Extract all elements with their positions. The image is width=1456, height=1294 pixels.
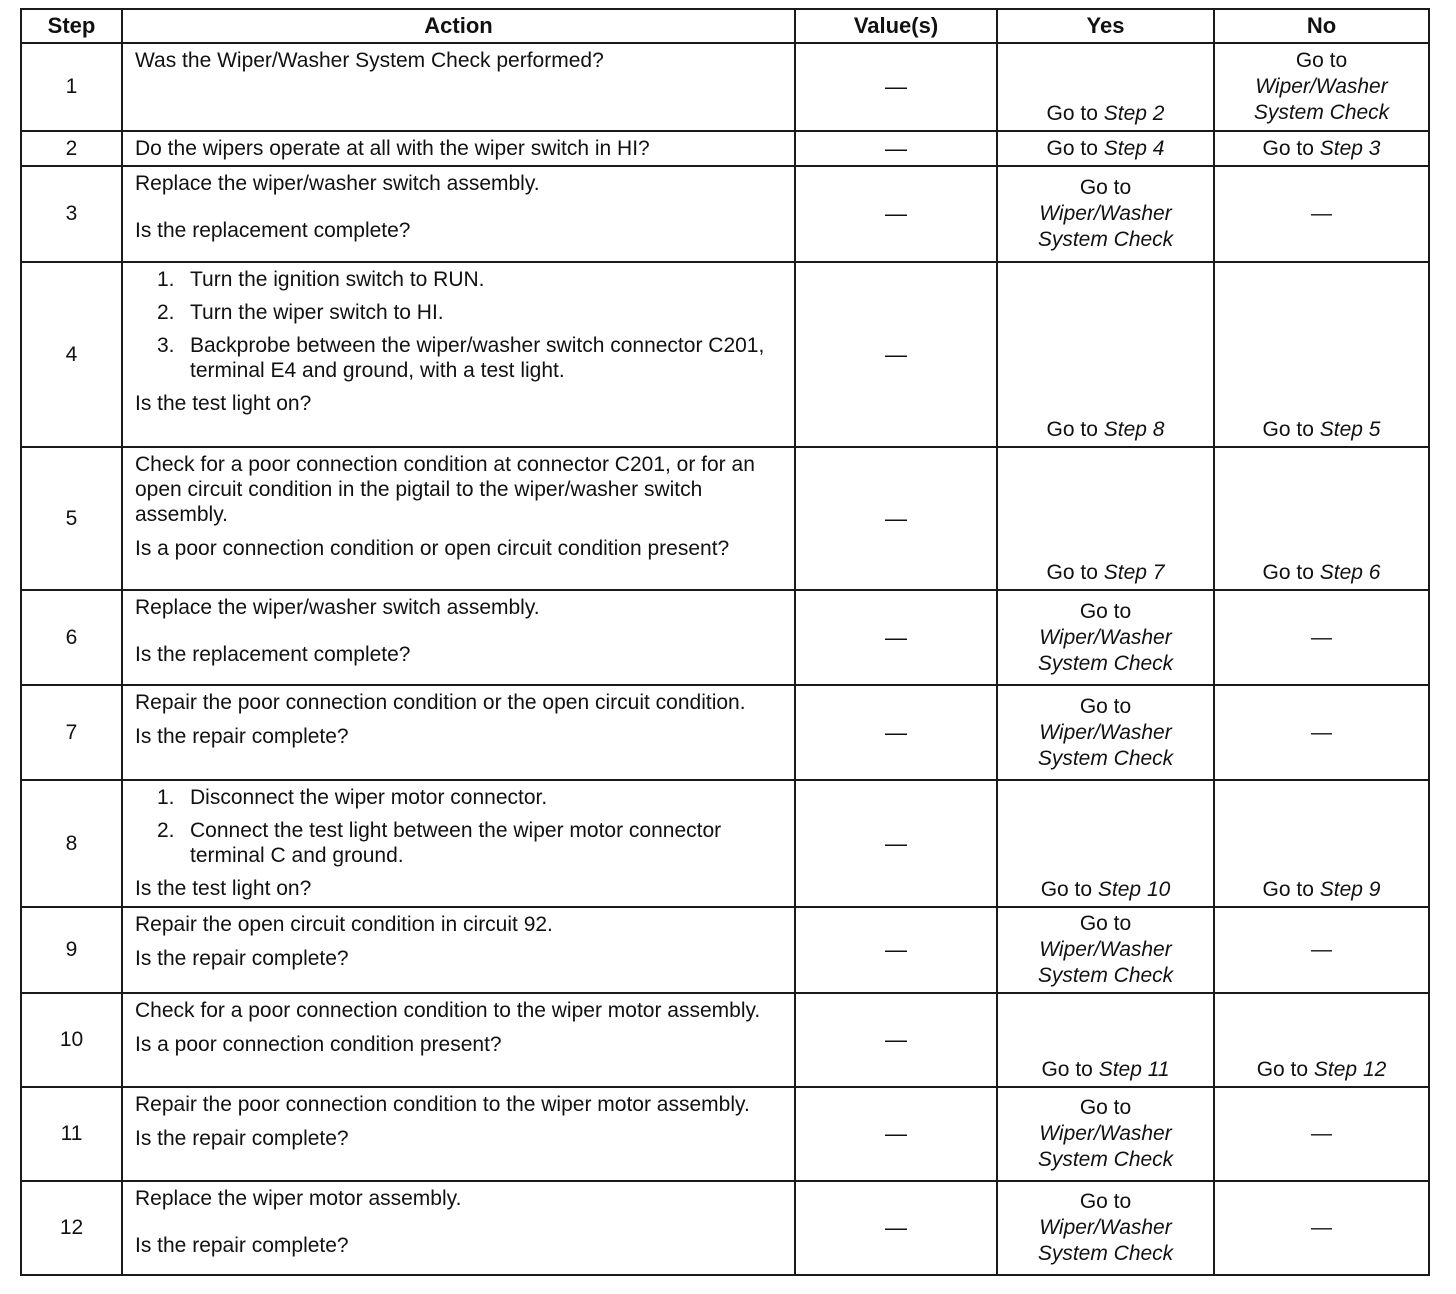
goto-text: Go to	[1046, 561, 1098, 584]
system-check-link-b: System Check	[1253, 101, 1390, 124]
action-text: Check for a poor connection condition to the wiper motor assembly.	[135, 999, 761, 1022]
yes-cell	[997, 907, 1214, 993]
goto-text: Go to	[1262, 561, 1314, 584]
no-cell	[1214, 131, 1429, 166]
table-row	[21, 993, 1429, 1087]
action-text: Repair the poor connection condition to the wiper motor assembly.	[135, 1093, 750, 1116]
action-question: Is the repair complete?	[135, 947, 349, 970]
no-cell	[1214, 447, 1429, 590]
no-cell	[1214, 993, 1429, 1087]
value-cell: —	[795, 780, 997, 907]
action-question: Is the repair complete?	[135, 1234, 349, 1257]
list-item: 2. Connect the test light between the wiper motor connector terminal C and ground.	[157, 819, 722, 867]
table-row	[21, 447, 1429, 590]
yes-step-link: Step 11	[1098, 1058, 1170, 1081]
system-check-link-b: System Check	[1037, 746, 1174, 770]
action-cell	[122, 1181, 795, 1275]
yes-step-link: Step 2	[1103, 102, 1165, 125]
goto-text: Go to	[1079, 599, 1132, 623]
list-item: 2. Turn the wiper switch to HI.	[157, 301, 444, 324]
action-text: Replace the wiper motor assembly.	[135, 1187, 462, 1210]
goto-text: Go to	[1262, 418, 1314, 441]
action-cell	[122, 1087, 795, 1181]
action-text: Was the Wiper/Washer System Check performed?	[135, 49, 604, 72]
goto-text: Go to	[1041, 1058, 1093, 1081]
action-cell	[122, 131, 795, 166]
table-row	[21, 590, 1429, 685]
goto-text: Go to	[1262, 136, 1314, 160]
yes-cell	[997, 131, 1214, 166]
action-cell	[122, 447, 795, 590]
action-question: Is a poor connection condition or open circuit condition present?	[135, 537, 730, 560]
action-cell	[122, 262, 795, 447]
system-check-link-b: System Check	[1037, 1242, 1174, 1265]
system-check-link-a: Wiper/Washer	[1039, 1122, 1172, 1145]
value-cell: —	[795, 907, 997, 993]
action-question: Is the test light on?	[135, 877, 312, 900]
goto-text: Go to	[1256, 1058, 1309, 1081]
no-step-link: Step 5	[1319, 418, 1381, 441]
goto-text: Go to	[1262, 878, 1314, 901]
action-steps-list	[135, 267, 782, 383]
action-question: Is the replacement complete?	[135, 219, 411, 242]
header-row	[21, 9, 1429, 43]
list-item: 1. Turn the ignition switch to RUN.	[157, 268, 485, 291]
system-check-link-b: System Check	[1037, 651, 1174, 675]
action-question: Is the replacement complete?	[135, 643, 411, 666]
header-yes: Yes	[997, 9, 1214, 43]
action-question: Is the test light on?	[135, 392, 312, 415]
action-cell	[122, 780, 795, 907]
yes-cell	[997, 262, 1214, 447]
no-cell: —	[1214, 685, 1429, 780]
yes-cell	[997, 1087, 1214, 1181]
action-question: Is the repair complete?	[135, 725, 349, 748]
action-question: Is a poor connection condition present?	[135, 1033, 502, 1056]
table-row	[21, 1181, 1429, 1275]
value-cell: —	[795, 1087, 997, 1181]
action-text: Replace the wiper/washer switch assembly.	[135, 596, 540, 619]
list-item: 3. Backprobe between the wiper/washer switch connector C201, terminal E4 and ground, with a test light.	[157, 334, 765, 382]
yes-cell	[997, 1181, 1214, 1275]
value-cell: —	[795, 447, 997, 590]
value-cell: —	[795, 131, 997, 166]
yes-cell	[997, 447, 1214, 590]
header-action: Action	[122, 9, 795, 43]
step-number: 11	[21, 1087, 122, 1181]
table-row	[21, 262, 1429, 447]
no-step-link: Step 3	[1319, 136, 1381, 160]
no-step-link: Step 12	[1313, 1058, 1387, 1081]
no-cell: —	[1214, 907, 1429, 993]
step-number: 5	[21, 447, 122, 590]
value-cell: —	[795, 993, 997, 1087]
goto-text: Go to	[1079, 694, 1132, 718]
action-cell	[122, 43, 795, 131]
action-text: Do the wipers operate at all with the wiper switch in HI?	[135, 137, 650, 160]
table-row	[21, 907, 1429, 993]
goto-text: Go to	[1079, 912, 1132, 935]
goto-text: Go to	[1046, 136, 1098, 160]
action-cell	[122, 993, 795, 1087]
yes-cell	[997, 43, 1214, 131]
system-check-link-b: System Check	[1037, 964, 1174, 987]
step-number: 6	[21, 590, 122, 685]
table-row	[21, 131, 1429, 166]
step-number: 8	[21, 780, 122, 907]
step-number: 3	[21, 166, 122, 262]
yes-step-link: Step 10	[1097, 878, 1171, 901]
goto-text: Go to	[1046, 418, 1098, 441]
yes-cell	[997, 780, 1214, 907]
no-cell: —	[1214, 590, 1429, 685]
table-row	[21, 1087, 1429, 1181]
value-cell: —	[795, 262, 997, 447]
goto-text: Go to	[1079, 176, 1132, 199]
value-cell: —	[795, 1181, 997, 1275]
yes-cell	[997, 166, 1214, 262]
table-row	[21, 166, 1429, 262]
action-cell	[122, 590, 795, 685]
system-check-link-a: Wiper/Washer	[1039, 202, 1172, 225]
table-row	[21, 43, 1429, 131]
list-item: 1. Disconnect the wiper motor connector.	[157, 786, 548, 809]
table-row	[21, 780, 1429, 907]
value-cell: —	[795, 685, 997, 780]
no-cell: —	[1214, 166, 1429, 262]
diagnostic-table	[20, 8, 1430, 1276]
system-check-link-a: Wiper/Washer	[1039, 625, 1172, 649]
step-number: 1	[21, 43, 122, 131]
value-cell: —	[795, 166, 997, 262]
yes-cell	[997, 685, 1214, 780]
goto-text: Go to	[1079, 1190, 1132, 1213]
system-check-link-a: Wiper/Washer	[1255, 75, 1388, 98]
no-cell	[1214, 780, 1429, 907]
header-step: Step	[21, 9, 122, 43]
no-step-link: Step 6	[1319, 561, 1381, 584]
value-cell: —	[795, 590, 997, 685]
action-cell	[122, 907, 795, 993]
step-number: 4	[21, 262, 122, 447]
no-cell	[1214, 43, 1429, 131]
step-number: 7	[21, 685, 122, 780]
no-cell: —	[1214, 1087, 1429, 1181]
action-cell	[122, 685, 795, 780]
step-number: 2	[21, 131, 122, 166]
header-values: Value(s)	[795, 9, 997, 43]
no-cell: —	[1214, 1181, 1429, 1275]
no-step-link: Step 9	[1319, 878, 1381, 901]
step-number: 12	[21, 1181, 122, 1275]
action-question: Is the repair complete?	[135, 1127, 349, 1150]
yes-cell	[997, 590, 1214, 685]
step-number: 10	[21, 993, 122, 1087]
action-steps-list	[135, 785, 782, 868]
system-check-link-a: Wiper/Washer	[1039, 720, 1172, 744]
goto-text: Go to	[1040, 878, 1093, 901]
value-cell: —	[795, 43, 997, 131]
system-check-link-a: Wiper/Washer	[1039, 938, 1172, 961]
yes-cell	[997, 993, 1214, 1087]
action-text: Check for a poor connection condition at connector C201, or for an open circuit condition in the pigtail to the wiper/washer switch assembly.	[135, 453, 755, 526]
system-check-link-a: Wiper/Washer	[1039, 1216, 1172, 1239]
goto-text: Go to	[1295, 49, 1348, 72]
goto-text: Go to	[1046, 102, 1098, 125]
system-check-link-b: System Check	[1037, 228, 1174, 251]
action-text: Replace the wiper/washer switch assembly.	[135, 172, 540, 195]
system-check-link-b: System Check	[1037, 1148, 1174, 1171]
yes-step-link: Step 7	[1103, 561, 1165, 584]
yes-step-link: Step 8	[1103, 418, 1165, 441]
header-no: No	[1214, 9, 1429, 43]
no-cell	[1214, 262, 1429, 447]
yes-step-link: Step 4	[1103, 136, 1165, 160]
action-cell	[122, 166, 795, 262]
action-text: Repair the poor connection condition or the open circuit condition.	[135, 691, 746, 714]
action-text: Repair the open circuit condition in circuit 92.	[135, 913, 553, 936]
table-row	[21, 685, 1429, 780]
goto-text: Go to	[1079, 1096, 1132, 1119]
step-number: 9	[21, 907, 122, 993]
